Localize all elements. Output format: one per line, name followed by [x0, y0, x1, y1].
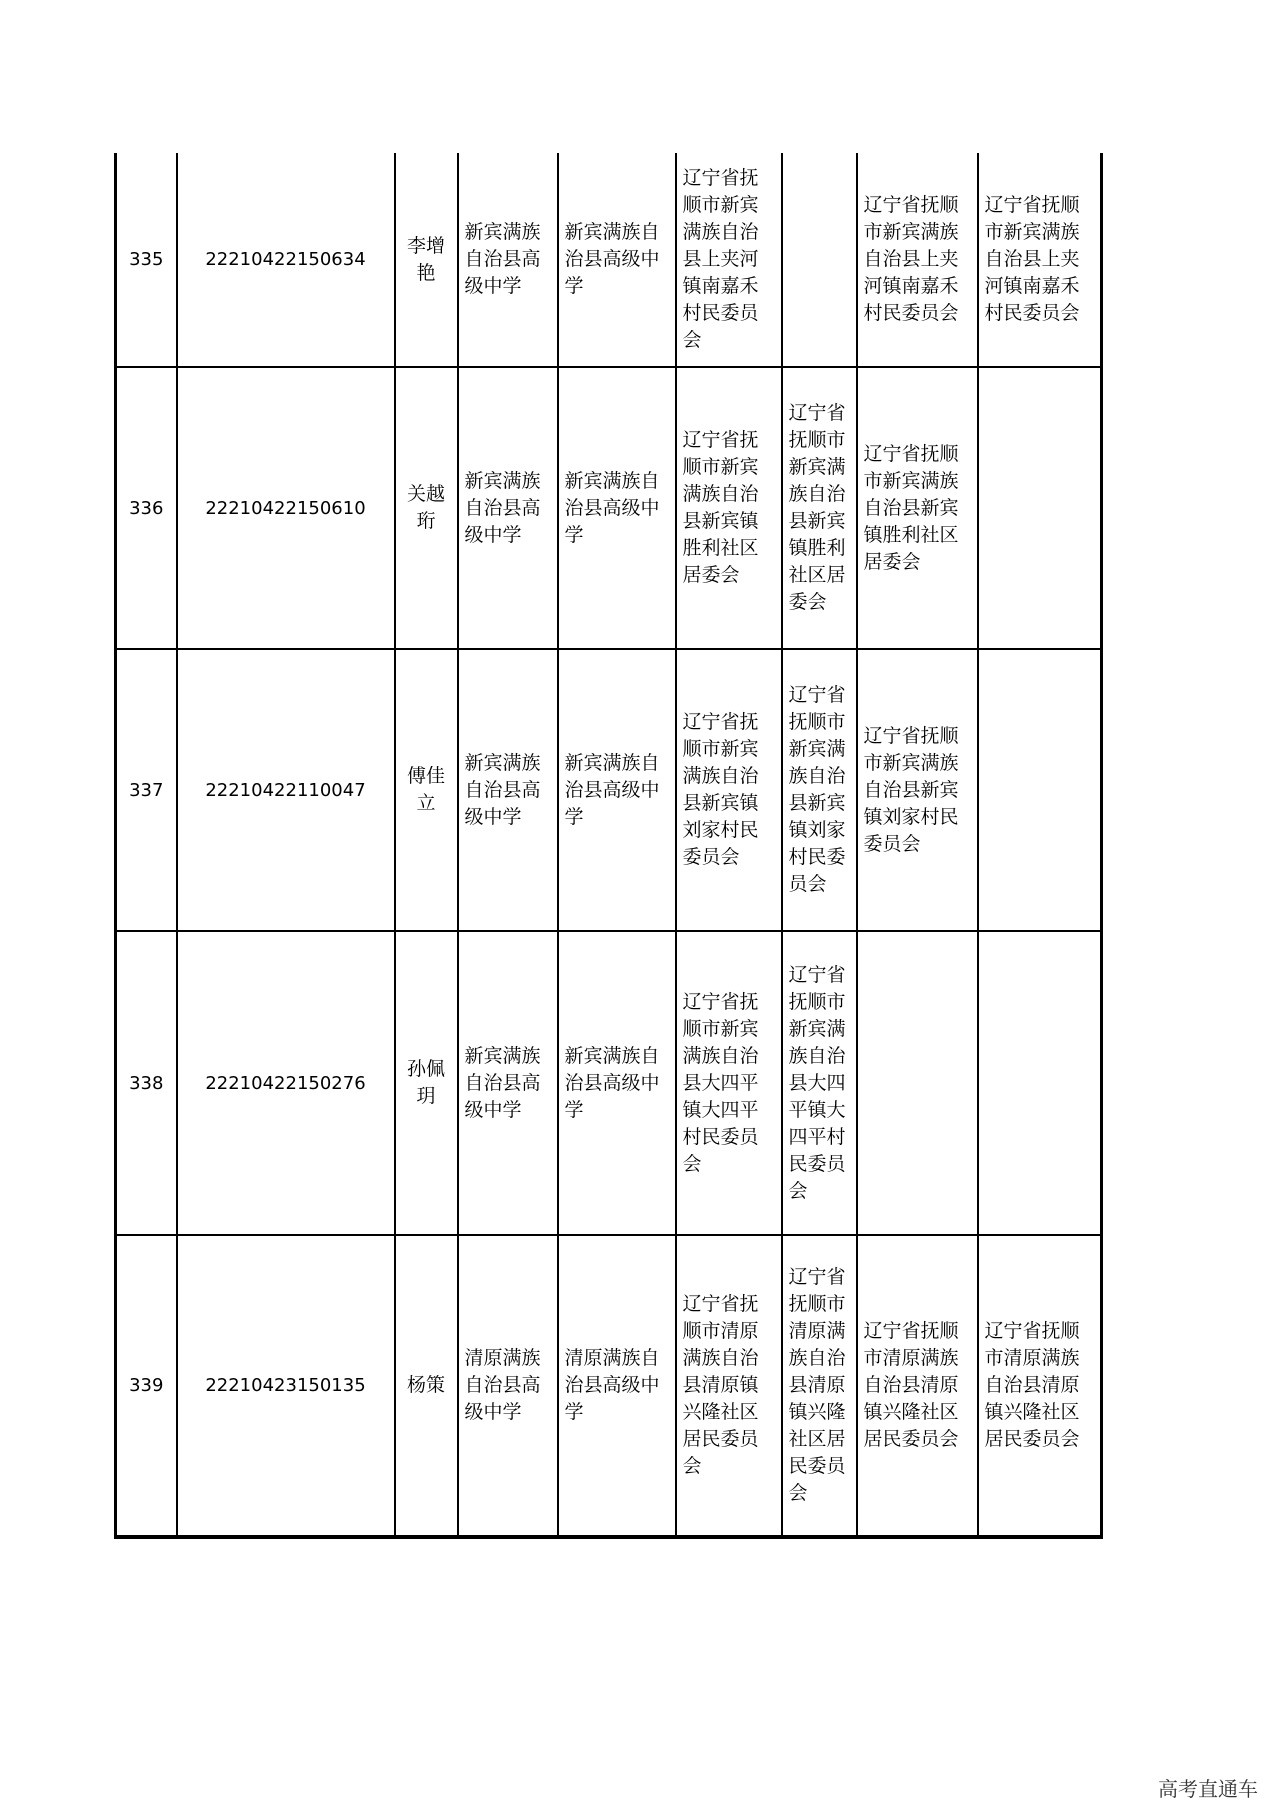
school-full-cell: 清原满族自治县高级中学 [558, 1235, 676, 1537]
mother-address-cell: 辽宁省抚顺市清原满族自治县清原镇兴隆社区居民委员会 [978, 1235, 1102, 1537]
table-row [116, 153, 1102, 367]
seq-cell: 339 [116, 1235, 177, 1537]
mother-address-cell [978, 649, 1102, 931]
table-row [116, 367, 1102, 649]
seq-cell: 335 [116, 153, 177, 367]
registration-address-cell: 辽宁省抚顺市新宾满族自治县大四平镇大四平村民委员会 [782, 931, 857, 1235]
seq-cell: 336 [116, 367, 177, 649]
roster-table [114, 153, 1103, 1539]
name-cell: 关越珩 [395, 367, 458, 649]
name-cell: 李增艳 [395, 153, 458, 367]
mother-address-cell: 辽宁省抚顺市新宾满族自治县上夹河镇南嘉禾村民委员会 [978, 153, 1102, 367]
household-address-cell: 辽宁省抚顺市新宾满族自治县上夹河镇南嘉禾村民委员会 [676, 153, 782, 367]
table-row [116, 931, 1102, 1235]
father-address-cell: 辽宁省抚顺市新宾满族自治县新宾镇刘家村民委员会 [857, 649, 978, 931]
school-cell: 新宾满族自治县高级中学 [458, 649, 558, 931]
school-full-cell: 新宾满族自治县高级中学 [558, 649, 676, 931]
exam-id-cell: 22210423150135 [177, 1235, 395, 1537]
exam-id-cell: 22210422150634 [177, 153, 395, 367]
school-full-cell: 新宾满族自治县高级中学 [558, 931, 676, 1235]
household-address-cell: 辽宁省抚顺市新宾满族自治县新宾镇刘家村民委员会 [676, 649, 782, 931]
registration-address-cell: 辽宁省抚顺市新宾满族自治县新宾镇胜利社区居委会 [782, 367, 857, 649]
registration-address-cell [782, 153, 857, 367]
father-address-cell: 辽宁省抚顺市清原满族自治县清原镇兴隆社区居民委员会 [857, 1235, 978, 1537]
table-row [116, 1235, 1102, 1537]
school-cell: 新宾满族自治县高级中学 [458, 931, 558, 1235]
father-address-cell: 辽宁省抚顺市新宾满族自治县新宾镇胜利社区居委会 [857, 367, 978, 649]
school-full-cell: 新宾满族自治县高级中学 [558, 153, 676, 367]
household-address-cell: 辽宁省抚顺市新宾满族自治县大四平镇大四平村民委员会 [676, 931, 782, 1235]
mother-address-cell [978, 931, 1102, 1235]
registration-address-cell: 辽宁省抚顺市清原满族自治县清原镇兴隆社区居民委员会 [782, 1235, 857, 1537]
household-address-cell: 辽宁省抚顺市清原满族自治县清原镇兴隆社区居民委员会 [676, 1235, 782, 1537]
father-address-cell [857, 931, 978, 1235]
seq-cell: 338 [116, 931, 177, 1235]
household-address-cell: 辽宁省抚顺市新宾满族自治县新宾镇胜利社区居委会 [676, 367, 782, 649]
school-cell: 清原满族自治县高级中学 [458, 1235, 558, 1537]
mother-address-cell [978, 367, 1102, 649]
exam-id-cell: 22210422150610 [177, 367, 395, 649]
father-address-cell: 辽宁省抚顺市新宾满族自治县上夹河镇南嘉禾村民委员会 [857, 153, 978, 367]
exam-id-cell: 22210422110047 [177, 649, 395, 931]
name-cell: 杨策 [395, 1235, 458, 1537]
table-row [116, 649, 1102, 931]
watermark-text: 高考直通车 [1158, 1777, 1258, 1801]
school-cell: 新宾满族自治县高级中学 [458, 153, 558, 367]
name-cell: 孙佩玥 [395, 931, 458, 1235]
exam-id-cell: 22210422150276 [177, 931, 395, 1235]
school-full-cell: 新宾满族自治县高级中学 [558, 367, 676, 649]
name-cell: 傅佳立 [395, 649, 458, 931]
registration-address-cell: 辽宁省抚顺市新宾满族自治县新宾镇刘家村民委员会 [782, 649, 857, 931]
seq-cell: 337 [116, 649, 177, 931]
school-cell: 新宾满族自治县高级中学 [458, 367, 558, 649]
